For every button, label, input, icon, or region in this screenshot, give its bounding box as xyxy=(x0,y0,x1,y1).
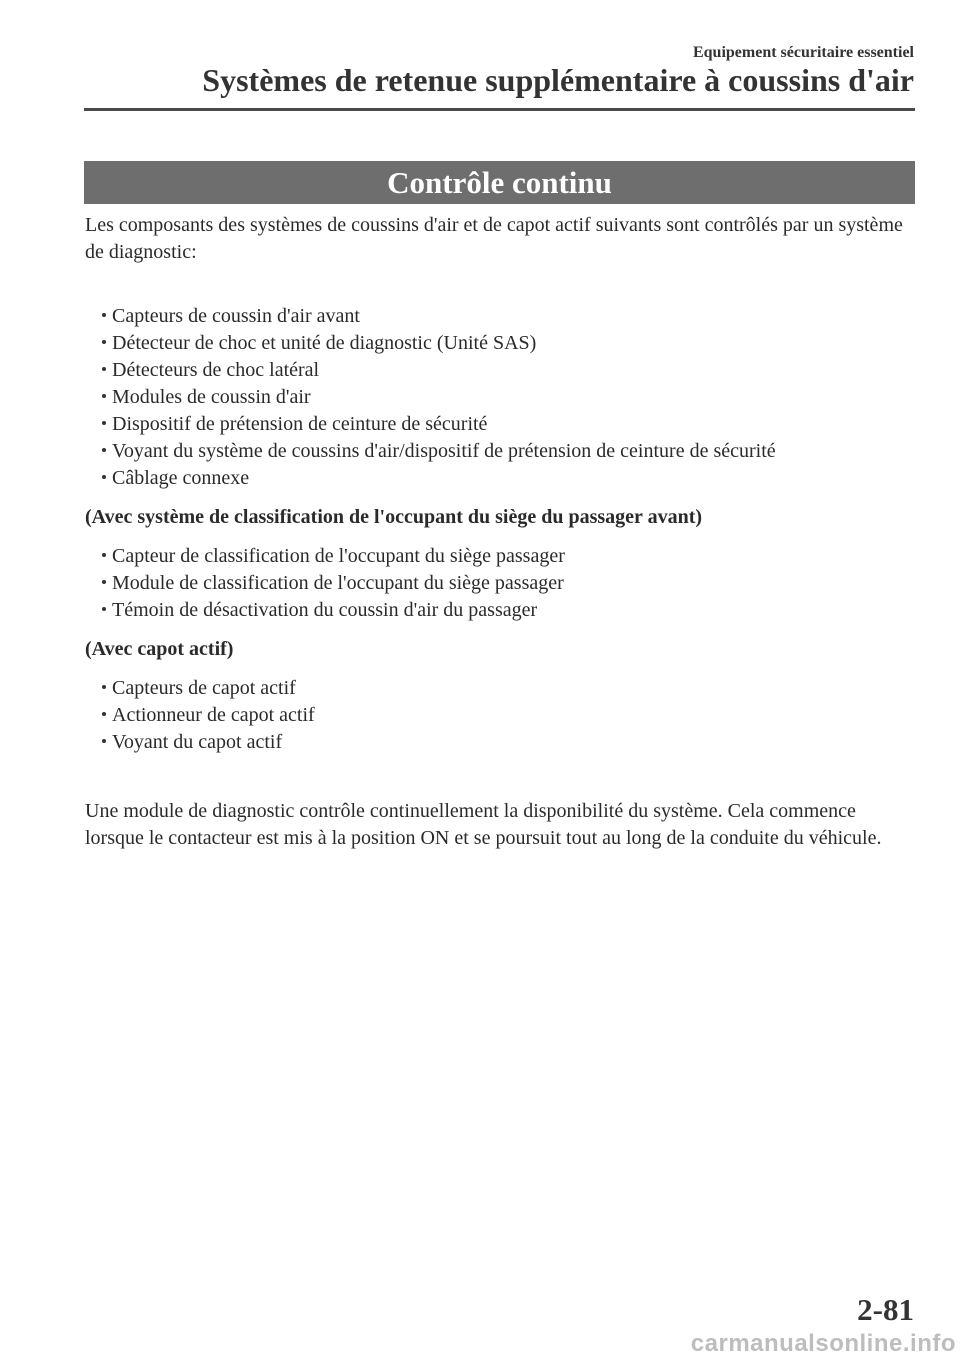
monitored-components-list xyxy=(85,303,915,492)
list-item: Dispositif de prétension de ceinture de sécurité xyxy=(102,411,915,438)
header-divider xyxy=(84,108,915,111)
list-item: Capteur de classification de l'occupant du siège passager xyxy=(102,543,915,570)
list-item: Détecteur de choc et unité de diagnostic (Unité SAS) xyxy=(102,330,915,357)
closing-paragraph: Une module de diagnostic contrôle continuellement la disponibilité du système. Cela commence lorsque le contacteur est mis à la position ON et se poursuit tout au long de la conduite du véhicule. xyxy=(85,800,882,849)
list-item: Câblage connexe xyxy=(102,465,915,492)
intro-paragraph: Les composants des systèmes de coussins d'air et de capot actif suivants sont contrôlés par un système de diagnostic: xyxy=(85,214,903,263)
bullet-icon xyxy=(102,421,106,425)
bullet-icon xyxy=(102,553,106,557)
list-item: Actionneur de capot actif xyxy=(102,702,915,729)
active-hood-heading: (Avec capot actif) xyxy=(85,638,234,660)
section-title: Contrôle continu xyxy=(84,161,915,204)
list-item: Module de classification de l'occupant du siège passager xyxy=(102,570,915,597)
bullet-icon xyxy=(102,712,106,716)
running-header-title: Systèmes de retenue supplémentaire à coussins d'air xyxy=(202,62,914,98)
bullet-icon xyxy=(102,367,106,371)
running-header-section: Equipement sécuritaire essentiel xyxy=(692,44,914,61)
bullet-icon xyxy=(102,475,106,479)
bullet-icon xyxy=(102,607,106,611)
bullet-icon xyxy=(102,313,106,317)
list-item: Voyant du système de coussins d'air/dispositif de prétension de ceinture de sécurité xyxy=(102,438,915,465)
list-item: Modules de coussin d'air xyxy=(102,384,915,411)
bullet-icon xyxy=(102,340,106,344)
list-item: Capteurs de capot actif xyxy=(102,675,915,702)
list-item: Détecteurs de choc latéral xyxy=(102,357,915,384)
list-item: Capteurs de coussin d'air avant xyxy=(102,303,915,330)
list-item: Voyant du capot actif xyxy=(102,729,915,756)
occupant-classification-heading: (Avec système de classification de l'occupant du siège du passager avant) xyxy=(85,506,703,528)
bullet-icon xyxy=(102,739,106,743)
bullet-icon xyxy=(102,394,106,398)
watermark: carmanualsonline.info xyxy=(690,1330,956,1357)
bullet-icon xyxy=(102,580,106,584)
active-hood-list xyxy=(85,675,915,756)
bullet-icon xyxy=(102,448,106,452)
bullet-icon xyxy=(102,685,106,689)
occupant-classification-list xyxy=(85,543,915,624)
page-number: 2-81 xyxy=(857,1292,914,1327)
page-body xyxy=(85,212,915,852)
list-item: Témoin de désactivation du coussin d'air du passager xyxy=(102,597,915,624)
